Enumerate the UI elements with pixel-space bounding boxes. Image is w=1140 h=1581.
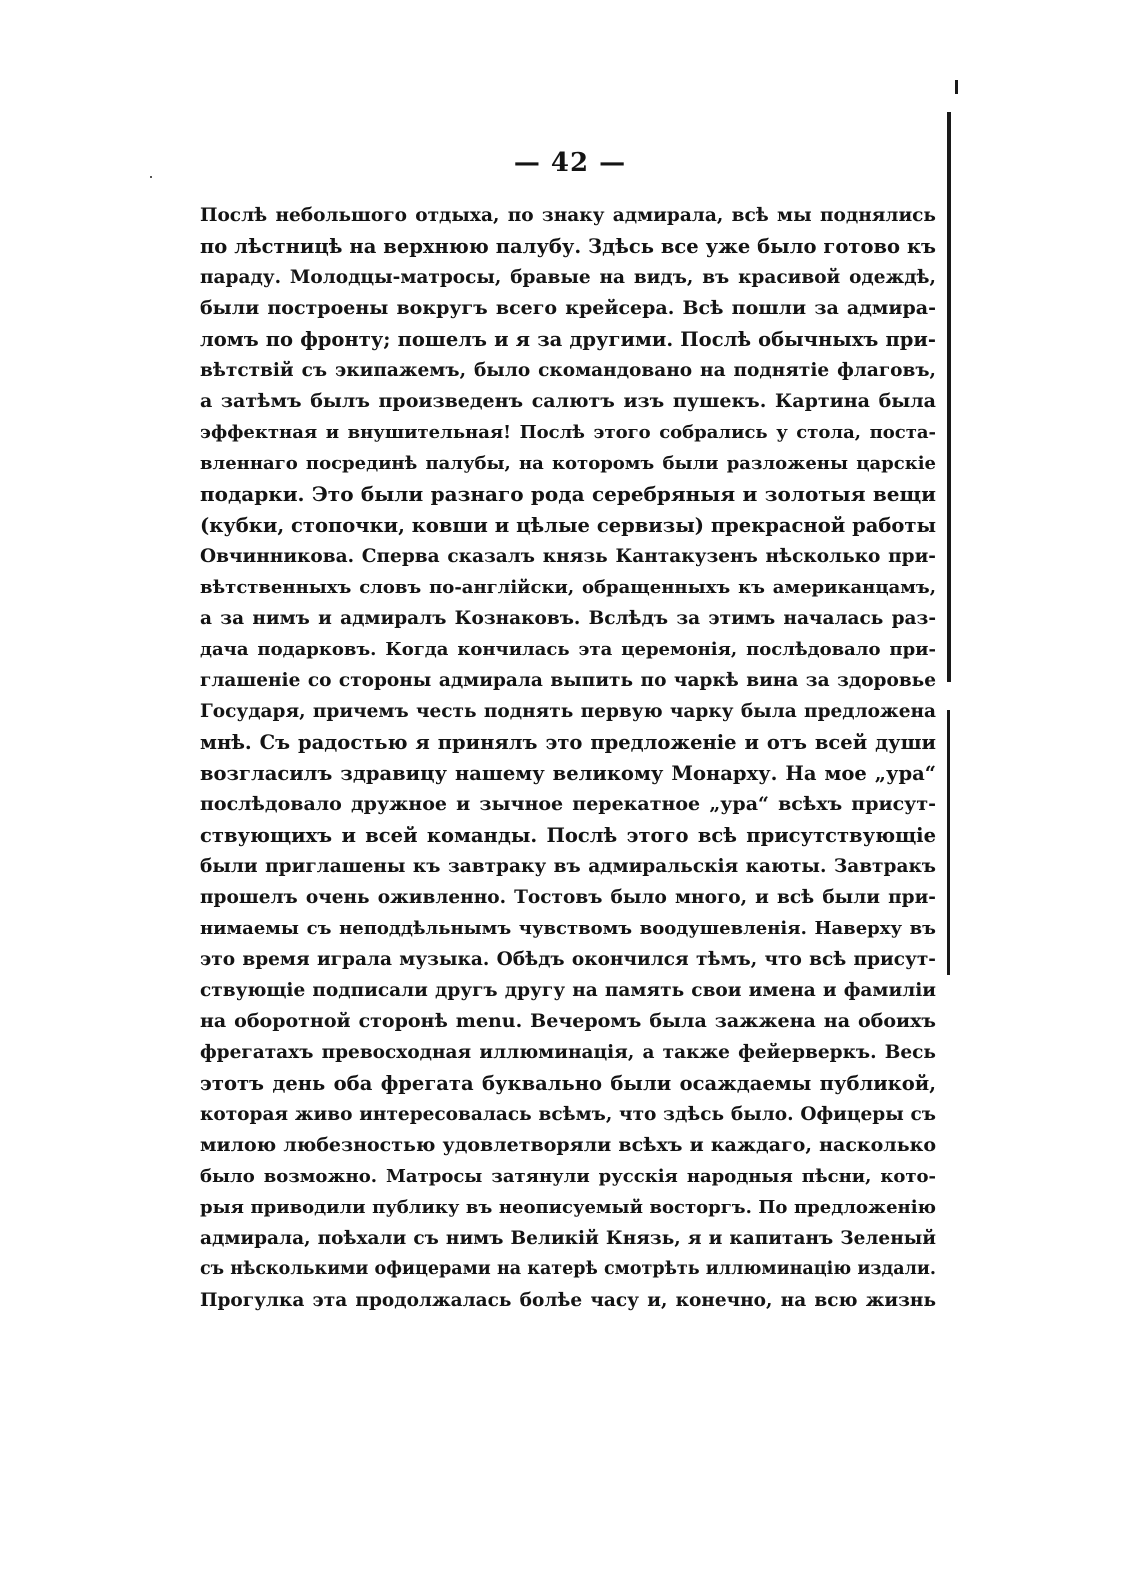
text-line: Послѣ небольшого отдыха, по знаку адмирала, всѣ мы поднялись bbox=[200, 205, 936, 226]
text-line: по лѣстницѣ на верхнюю палубу. Здѣсь все уже было готово къ bbox=[200, 235, 936, 258]
text-line: адмирала, поѣхали съ нимъ Великій Князь, я и капитанъ Зеленый bbox=[200, 1228, 936, 1249]
text-line: рыя приводили публику въ неописуемый восторгъ. По предложенію bbox=[200, 1197, 936, 1218]
text-line: на оборотной сторонѣ menu. Вечеромъ была зажжена на обоихъ bbox=[200, 1010, 936, 1032]
text-line: (кубки, стопочки, ковши и цѣлые сервизы) прекрасной работы bbox=[200, 514, 936, 537]
text-line: вѣтствій съ экипажемъ, было скомандовано на поднятіе флаговъ, bbox=[200, 360, 936, 381]
page-number: — 42 — bbox=[513, 148, 627, 178]
text-line: Прогулка эта продолжалась болѣе часу и, конечно, на всю жизнь bbox=[200, 1290, 936, 1311]
text-line: глашеніе со стороны адмирала выпить по чаркѣ вина за здоровье bbox=[200, 670, 936, 691]
text-line: съ нѣсколькими офицерами на катерѣ смотрѣть иллюминацію издали. bbox=[200, 1259, 936, 1279]
text-line: ствующихъ и всей команды. Послѣ этого всѣ присутствующіе bbox=[200, 824, 936, 847]
text-line: этотъ день оба фрегата буквально были осаждаемы публикой, bbox=[200, 1072, 936, 1095]
text-line: вѣтственныхъ словъ по-англійски, обращенныхъ къ американцамъ, bbox=[200, 577, 936, 598]
scan-edge-line bbox=[947, 112, 951, 682]
text-line: фрегатахъ превосходная иллюминація, а также фейерверкъ. Весь bbox=[200, 1042, 936, 1063]
text-line: параду. Молодцы-матросы, бравые на видъ, въ красивой одеждѣ, bbox=[200, 267, 936, 288]
text-line: были построены вокругъ всего крейсера. Всѣ пошли за адмира- bbox=[200, 297, 936, 319]
text-line: вленнаго посрединѣ палубы, на которомъ были разложены царскіе bbox=[200, 453, 936, 474]
text-line: подарки. Это были разнаго рода серебряныя и золотыя вещи bbox=[200, 482, 936, 506]
text-line: мнѣ. Съ радостью я принялъ это предложеніе и отъ всей души bbox=[200, 731, 936, 754]
text-line: нимаемы съ неподдѣльнымъ чувствомъ воодушевленія. Наверху въ bbox=[200, 918, 936, 939]
text-line: дача подарковъ. Когда кончилась эта церемонія, послѣдовало при- bbox=[200, 639, 936, 660]
text-line: послѣдовало дружное и зычное перекатное „ура“ всѣхъ присут- bbox=[200, 793, 936, 815]
text-line: прошелъ очень оживленно. Тостовъ было много, и всѣ были при- bbox=[200, 887, 936, 908]
text-line: а затѣмъ былъ произведенъ салютъ изъ пушекъ. Картина была bbox=[200, 390, 936, 412]
body-text bbox=[200, 200, 936, 1316]
text-line: были приглашены къ завтраку въ адмиральскія каюты. Завтракъ bbox=[200, 856, 936, 877]
scan-edge-mark bbox=[955, 80, 958, 94]
text-line: а за нимъ и адмиралъ Кознаковъ. Вслѣдъ за этимъ началась раз- bbox=[200, 608, 936, 629]
text-line: было возможно. Матросы затянули русскія народныя пѣсни, кото- bbox=[200, 1166, 936, 1187]
text-line: которая живо интересовалась всѣмъ, что здѣсь было. Офицеры съ bbox=[200, 1104, 936, 1125]
text-line: это время играла музыка. Обѣдъ окончился тѣмъ, что всѣ присут- bbox=[200, 949, 936, 970]
text-line: Овчинникова. Сперва сказалъ князь Кантакузенъ нѣсколько при- bbox=[200, 546, 936, 567]
text-line: Государя, причемъ честь поднять первую чарку была предложена bbox=[200, 701, 936, 722]
text-line: ствующіе подписали другъ другу на память свои имена и фамиліи bbox=[200, 980, 936, 1001]
text-line: ломъ по фронту; пошелъ и я за другими. Послѣ обычныхъ при- bbox=[200, 328, 936, 351]
text-line: милою любезностью удовлетворяли всѣхъ и каждаго, насколько bbox=[200, 1134, 936, 1156]
text-line: эффектная и внушительная! Послѣ этого собрались у стола, поста- bbox=[200, 422, 936, 443]
scan-edge-line-lower bbox=[947, 710, 950, 975]
text-line: возгласилъ здравицу нашему великому Монарху. На мое „ура“ bbox=[200, 762, 936, 785]
